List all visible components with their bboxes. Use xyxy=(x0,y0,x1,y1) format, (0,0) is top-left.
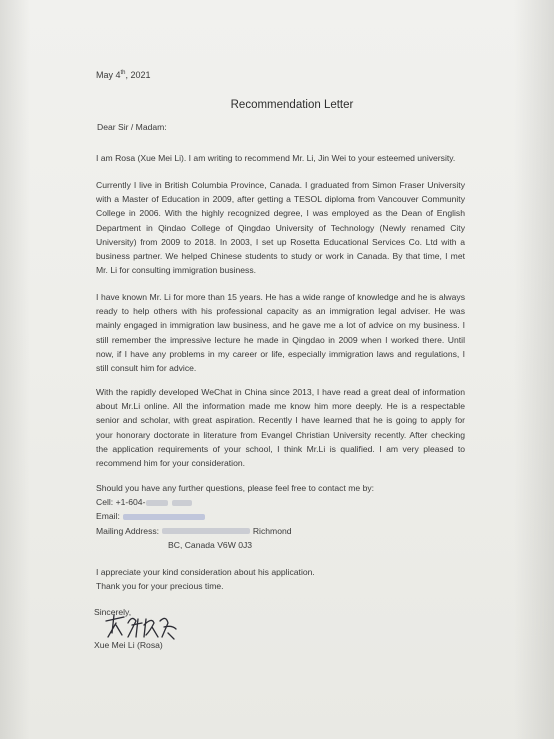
date-year: , 2021 xyxy=(125,70,151,80)
letter-date xyxy=(96,68,151,82)
paragraph-background: Currently I live in British Columbia Province, Canada. I graduated from Simon Fraser University with a Master of Education in 2009, after getting a TESOL diploma from Vancouver Community College in 2006. With the highly recognized degree, I was employed as the Dean of English Department in Qindao College of Qingdao University of Technology (Newly renamed City University) from 2009 to 2018. In 2003, I set up Rosetta Educational Services Co. Ltd with a business partner. We helped Chinese students to study or work in Canada. By that time, I met Mr. Li for consulting immigration business. xyxy=(96,180,465,276)
date-day: May 4 xyxy=(96,70,121,80)
email-line xyxy=(96,509,476,523)
cell-label: Cell: +1-604- xyxy=(96,497,146,508)
paragraph-recommendation: With the rapidly developed WeChat in China since 2013, I have read a great deal of information about Mr.Li online. All the information made me know him more deeply. He is a respectable senior and scholar, with great aspiration. Recently I have learned that he is going to apply for your honorary doctorate in literature from Evangel Christian University recently. After checking the application requirements of your school, I think Mr.Li is qualified. I am very pleased to recommend him for your consideration. xyxy=(96,387,465,469)
email-label: Email: xyxy=(96,511,120,522)
address-line-2: BC, Canada V6W 0J3 xyxy=(168,539,253,550)
address-city: Richmond xyxy=(252,525,292,536)
redacted-phone-part xyxy=(146,500,168,506)
paragraph-acquaintance: I have known Mr. Li for more than 15 years. He has a wide range of knowledge and he is always ready to help others with his professional capacity as an immigration legal adviser. He was mainly engaged in immigration law business, and he gave me a lot of advice on my business. I still remember the impressive lecture he made in Qingdao in 2009 when I worked there. Until now, if I have any problems in my career or life, especially immigration laws and regulations, I still consult him for advice. xyxy=(96,292,465,374)
salutation: Dear Sir / Madam: xyxy=(97,122,167,132)
closing-block xyxy=(96,565,315,593)
redacted-email xyxy=(123,514,205,520)
paragraph-intro: I am Rosa (Xue Mei Li). I am writing to recommend Mr. Li, Jin Wei to your esteemed university. xyxy=(96,153,456,163)
address-line xyxy=(96,524,476,538)
signature-block xyxy=(94,605,214,665)
signer-name: Xue Mei Li (Rosa) xyxy=(94,640,163,650)
closing-line: Thank you for your precious time. xyxy=(96,581,224,592)
contact-block xyxy=(96,481,476,552)
closing-line: I appreciate your kind consideration about his application. xyxy=(96,567,315,577)
redacted-street-address xyxy=(162,528,250,534)
redacted-phone-part xyxy=(172,500,192,506)
date-suffix-sup: th xyxy=(120,70,126,76)
cell-line xyxy=(96,495,476,509)
letter-title: Recommendation Letter xyxy=(230,99,354,111)
address-label: Mailing Address: xyxy=(96,525,160,536)
contact-intro: Should you have any further questions, please feel free to contact me by: xyxy=(96,483,375,493)
valediction: Sincerely, xyxy=(94,607,132,617)
